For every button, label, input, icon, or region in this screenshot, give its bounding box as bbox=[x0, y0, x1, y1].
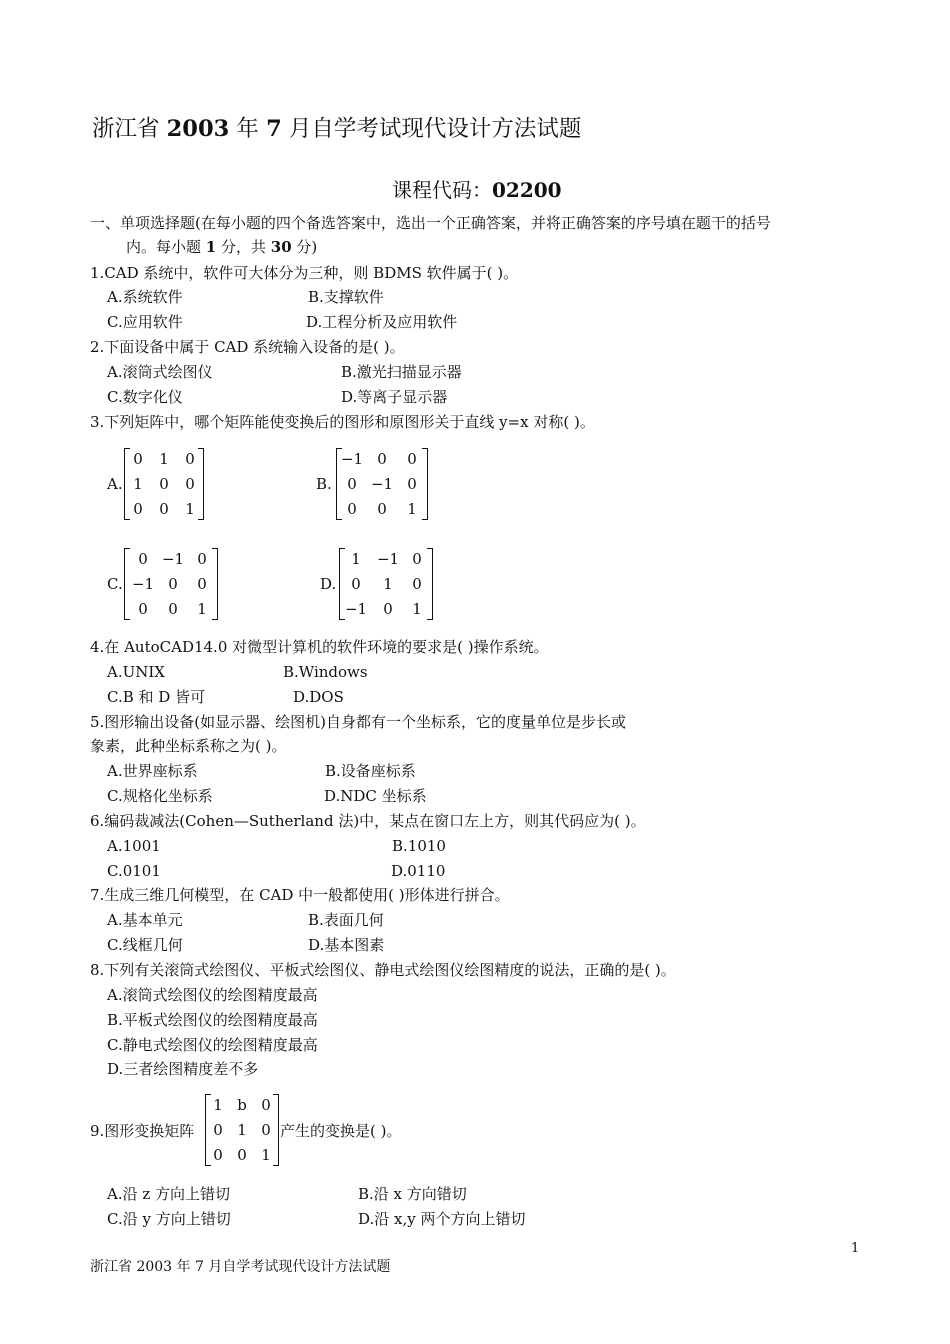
page-title: 浙江省 2003 年 7 月自学考试现代设计方法试题 bbox=[92, 116, 582, 142]
matrix-cell: 0 bbox=[185, 450, 195, 468]
matrix-cell: 0 bbox=[197, 575, 207, 593]
q8-option-c: C.静电式绘图仪的绘图精度最高 bbox=[107, 1036, 318, 1054]
section-instructions: 内。每小题 1 分，共 30 分) bbox=[126, 238, 318, 256]
matrix-cell: 0 bbox=[351, 575, 361, 593]
matrix-cell: 0 bbox=[261, 1096, 271, 1114]
matrix-cell: 0 bbox=[197, 550, 207, 568]
question-4: 4.在 AutoCAD14.0 对微型计算机的软件环境的要求是( )操作系统。 bbox=[90, 638, 549, 656]
q7-option-a: A.基本单元 bbox=[107, 911, 183, 929]
matrix-cell: −1 bbox=[344, 600, 368, 618]
matrix-cell: 0 bbox=[412, 550, 422, 568]
question-6: 6.编码裁减法(Cohen—Sutherland 法)中，某点在窗口左上方，则其代码应为( )。 bbox=[90, 812, 646, 830]
page-footer: 浙江省 2003 年 7 月自学考试现代设计方法试题 bbox=[90, 1259, 391, 1275]
question-1: 1.CAD 系统中，软件可大体分为三种，则 BDMS 软件属于( )。 bbox=[90, 264, 519, 282]
q4-option-c: C.B 和 D 皆可 bbox=[107, 688, 206, 706]
matrix-cell: 1 bbox=[351, 550, 361, 568]
matrix-cell: 1 bbox=[185, 500, 195, 518]
matrix-c-body bbox=[124, 548, 218, 620]
matrix-cell: 1 bbox=[213, 1096, 223, 1114]
q9-option-c: C.沿 y 方向上错切 bbox=[107, 1210, 231, 1228]
section-heading: 一、单项选择题(在每小题的四个备选答案中，选出一个正确答案，并将正确答案的序号填在题干的括号 bbox=[90, 214, 771, 232]
matrix-cell: −1 bbox=[370, 475, 394, 493]
q9-option-b: B.沿 x 方向错切 bbox=[358, 1185, 467, 1203]
matrix-cell: 0 bbox=[377, 450, 387, 468]
q8-option-a: A.滚筒式绘图仪的绘图精度最高 bbox=[107, 986, 318, 1004]
matrix-cell: 0 bbox=[261, 1121, 271, 1139]
matrix-cell: 0 bbox=[168, 575, 178, 593]
matrix-cell: 0 bbox=[138, 550, 148, 568]
question-7: 7.生成三维几何模型，在 CAD 中一般都使用( )形体进行拼合。 bbox=[90, 886, 510, 904]
matrix-b-body bbox=[336, 448, 428, 520]
matrix-cell: 0 bbox=[213, 1146, 223, 1164]
matrix-cell: 0 bbox=[407, 450, 417, 468]
q4-option-d: D.DOS bbox=[293, 688, 344, 706]
matrix-cell: 0 bbox=[237, 1146, 247, 1164]
matrix-cell: 0 bbox=[412, 575, 422, 593]
q9-option-a: A.沿 z 方向上错切 bbox=[107, 1185, 231, 1203]
question-2: 2.下面设备中属于 CAD 系统输入设备的是( )。 bbox=[90, 338, 405, 356]
q8-option-b: B.平板式绘图仪的绘图精度最高 bbox=[107, 1011, 318, 1029]
matrix-cell: −1 bbox=[376, 550, 400, 568]
matrix-cell: −1 bbox=[161, 550, 185, 568]
q2-option-b: B.激光扫描显示器 bbox=[341, 363, 462, 381]
q1-option-a: A.系统软件 bbox=[107, 288, 183, 306]
matrix-cell: 0 bbox=[347, 475, 357, 493]
q5-option-b: B.设备座标系 bbox=[325, 762, 416, 780]
q5-option-c: C.规格化坐标系 bbox=[107, 787, 213, 805]
q7-option-d: D.基本图素 bbox=[308, 936, 385, 954]
matrix-cell: 0 bbox=[168, 600, 178, 618]
matrix-cell: 1 bbox=[261, 1146, 271, 1164]
q8-option-d: D.三者绘图精度差不多 bbox=[107, 1060, 259, 1078]
q9-matrix-body bbox=[205, 1094, 279, 1166]
question-9-prefix: 9.图形变换矩阵 bbox=[90, 1122, 195, 1140]
matrix-cell: 0 bbox=[133, 500, 143, 518]
matrix-cell: 0 bbox=[213, 1121, 223, 1139]
q7-option-b: B.表面几何 bbox=[308, 911, 384, 929]
q1-option-d: D.工程分析及应用软件 bbox=[306, 313, 458, 331]
matrix-cell: −1 bbox=[340, 450, 364, 468]
matrix-cell: 0 bbox=[159, 500, 169, 518]
matrix-cell: 0 bbox=[377, 500, 387, 518]
course-code: 课程代码：02200 bbox=[392, 178, 562, 202]
q1-option-c: C.应用软件 bbox=[107, 313, 183, 331]
matrix-cell: 1 bbox=[383, 575, 393, 593]
matrix-cell: 1 bbox=[133, 475, 143, 493]
q6-option-d: D.0110 bbox=[391, 862, 446, 880]
matrix-cell: 0 bbox=[138, 600, 148, 618]
q6-option-b: B.1010 bbox=[392, 837, 446, 855]
question-5-cont: 象素，此种坐标系称之为( )。 bbox=[90, 737, 287, 755]
matrix-a-body bbox=[124, 448, 204, 520]
q1-option-b: B.支撑软件 bbox=[308, 288, 384, 306]
q6-option-c: C.0101 bbox=[107, 862, 161, 880]
matrix-cell: 0 bbox=[159, 475, 169, 493]
q9-option-d: D.沿 x,y 两个方向上错切 bbox=[358, 1210, 526, 1228]
matrix-cell: 0 bbox=[133, 450, 143, 468]
matrix-cell: b bbox=[237, 1096, 247, 1114]
q4-option-a: A.UNIX bbox=[107, 663, 165, 681]
q5-option-d: D.NDC 坐标系 bbox=[324, 787, 427, 805]
matrix-cell: 0 bbox=[347, 500, 357, 518]
matrix-cell: 1 bbox=[197, 600, 207, 618]
matrix-d-body bbox=[339, 548, 433, 620]
matrix-cell: 0 bbox=[407, 475, 417, 493]
question-9-suffix: 产生的变换是( )。 bbox=[280, 1122, 402, 1140]
page-number: 1 bbox=[851, 1241, 860, 1256]
q2-option-d: D.等离子显示器 bbox=[341, 388, 448, 406]
matrix-cell: −1 bbox=[131, 575, 155, 593]
matrix-cell: 1 bbox=[159, 450, 169, 468]
matrix-cell: 0 bbox=[383, 600, 393, 618]
question-3: 3.下列矩阵中，哪个矩阵能使变换后的图形和原图形关于直线 y=x 对称( )。 bbox=[90, 413, 595, 431]
q4-option-b: B.Windows bbox=[283, 663, 368, 681]
matrix-cell: 0 bbox=[185, 475, 195, 493]
q5-option-a: A.世界座标系 bbox=[107, 762, 198, 780]
q7-option-c: C.线框几何 bbox=[107, 936, 183, 954]
q6-option-a: A.1001 bbox=[107, 837, 161, 855]
matrix-cell: 1 bbox=[412, 600, 422, 618]
question-8: 8.下列有关滚筒式绘图仪、平板式绘图仪、静电式绘图仪绘图精度的说法，正确的是( )。 bbox=[90, 961, 676, 979]
matrix-cell: 1 bbox=[237, 1121, 247, 1139]
question-5: 5.图形输出设备(如显示器、绘图机)自身都有一个坐标系，它的度量单位是步长或 bbox=[90, 713, 627, 731]
matrix-cell: 1 bbox=[407, 500, 417, 518]
q2-option-a: A.滚筒式绘图仪 bbox=[107, 363, 213, 381]
q2-option-c: C.数字化仪 bbox=[107, 388, 183, 406]
